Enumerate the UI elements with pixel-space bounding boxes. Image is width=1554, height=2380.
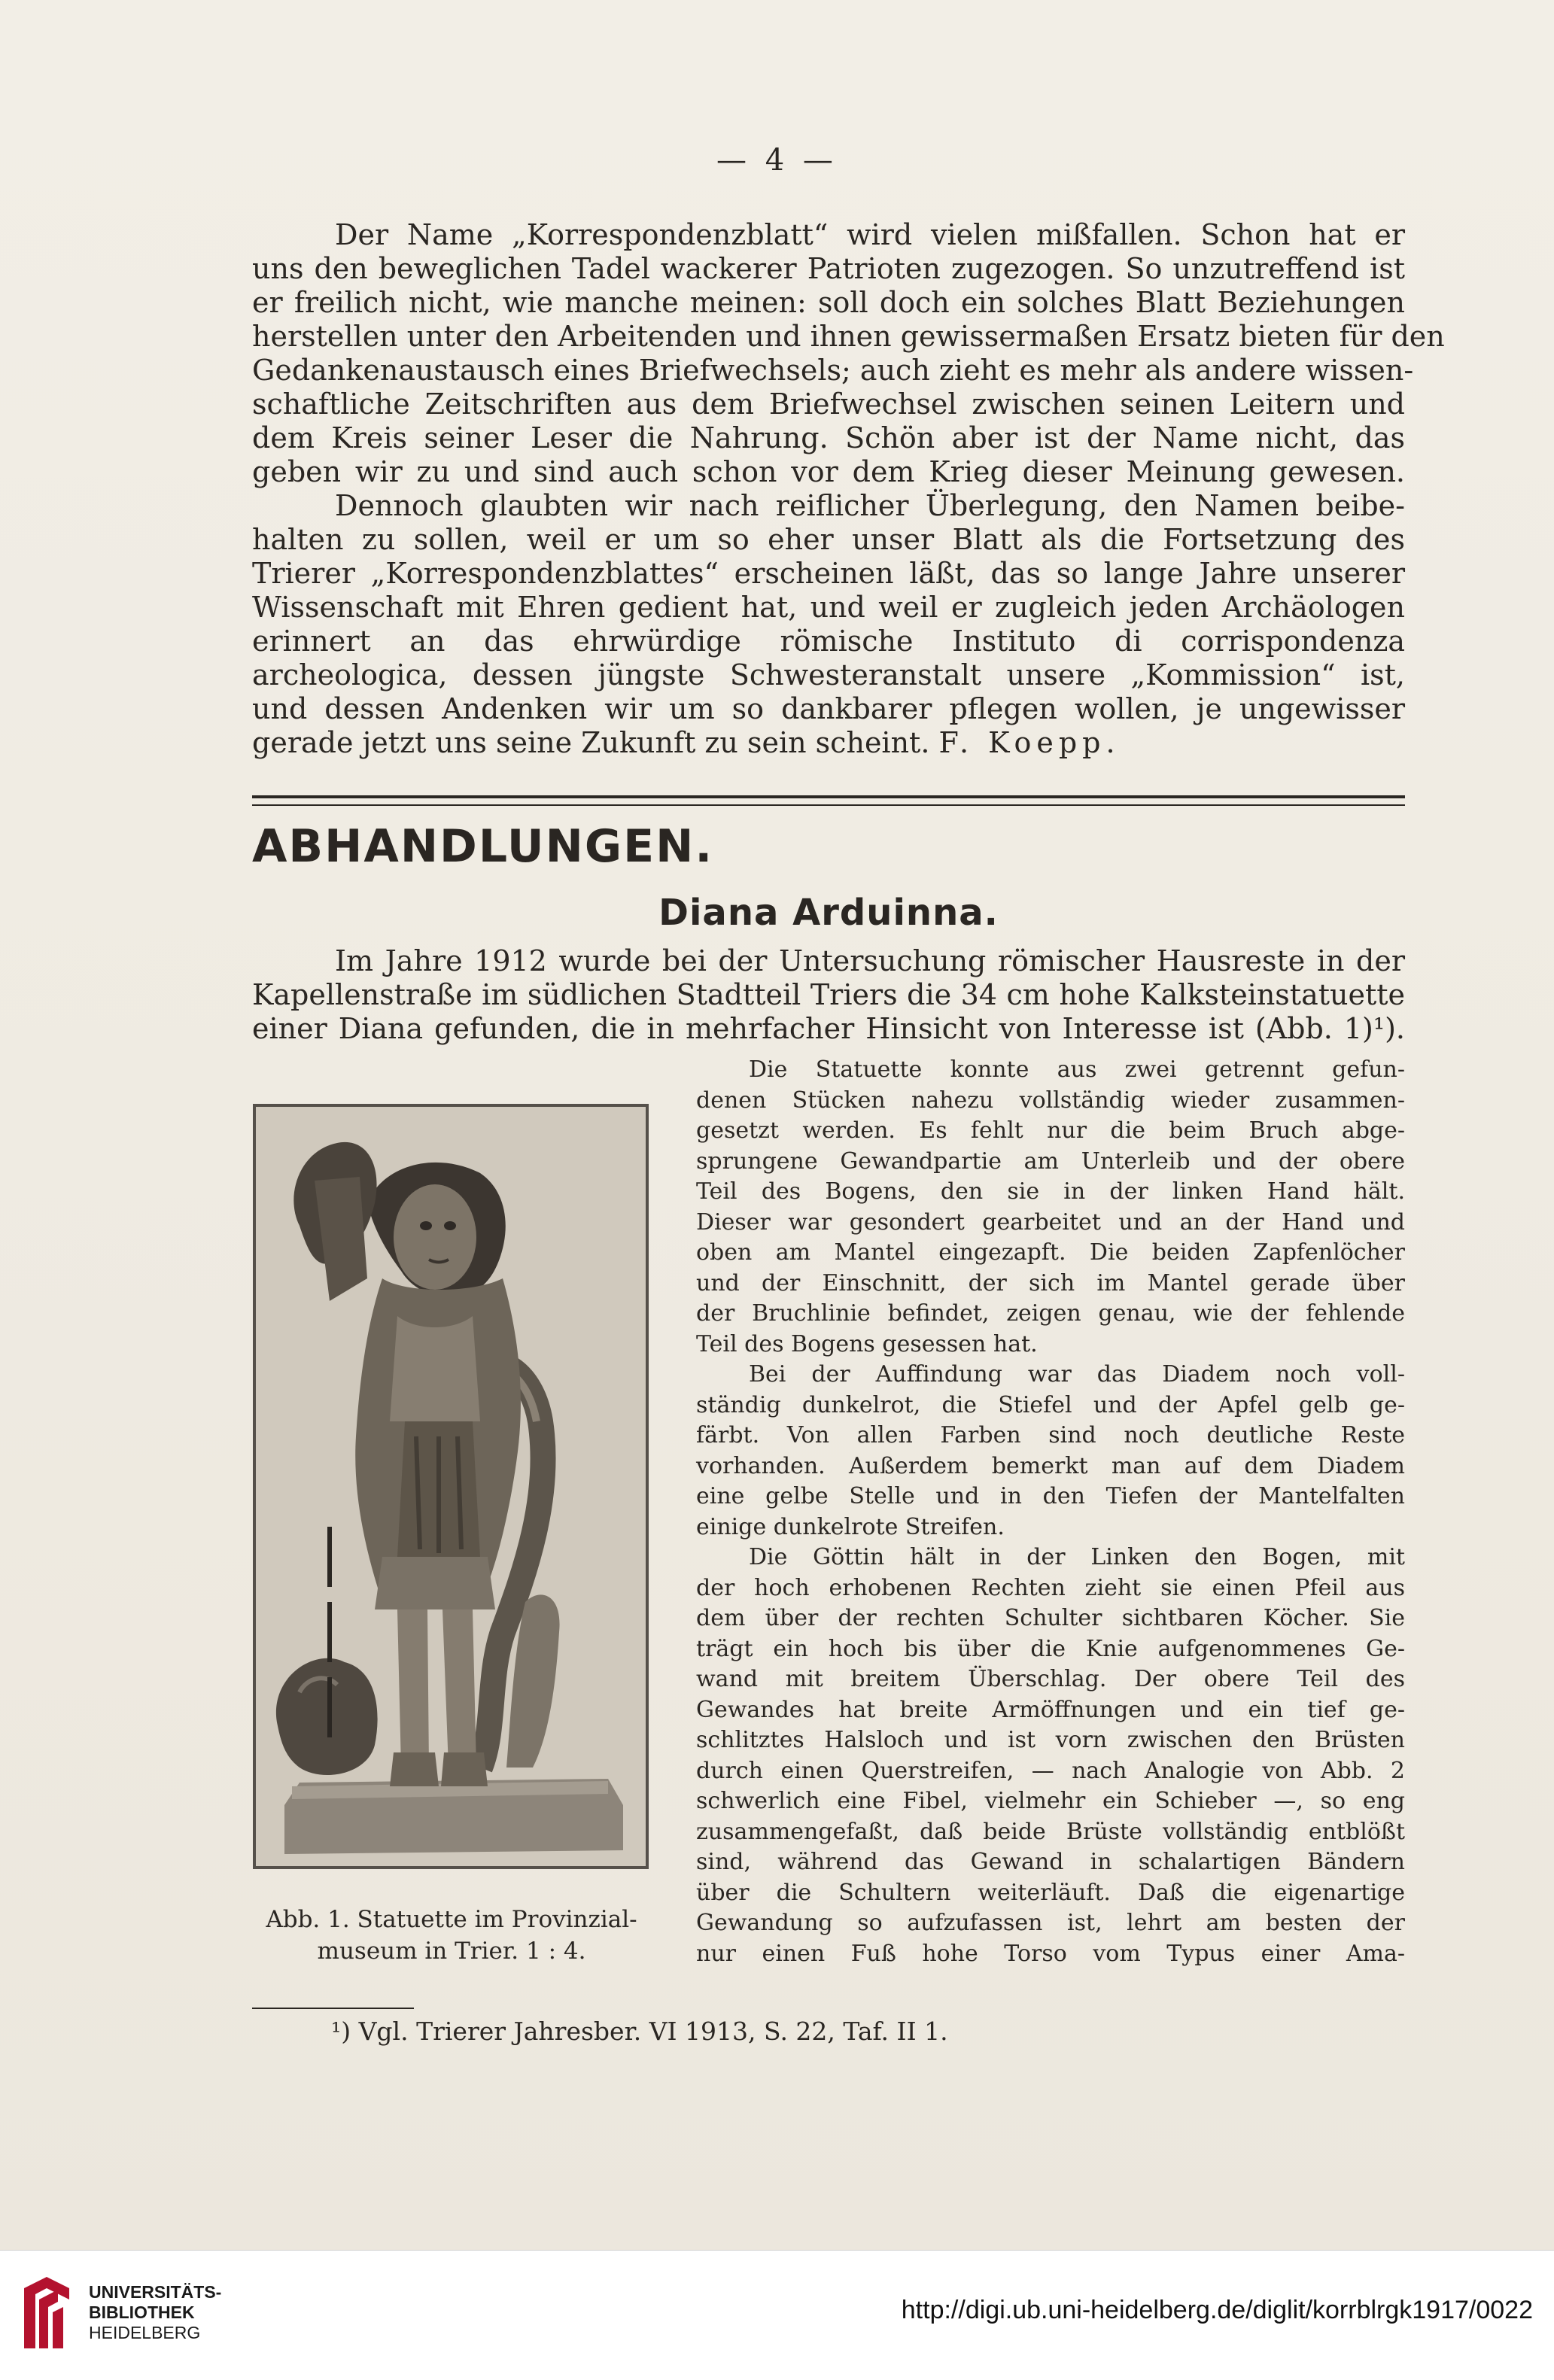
signature-line: [252, 726, 1405, 760]
figure-caption: [252, 1904, 651, 1967]
column-line: nur einen Fuß hohe Torso vom Typus einer Ama-: [696, 1940, 1405, 1967]
column-line: ständig dunkelrot, die Stiefel und der Apfel gelb ge-: [696, 1391, 1405, 1418]
article-intro: [252, 944, 1405, 1046]
column-line: der hoch erhobenen Rechten zieht sie einen Pfeil aus: [696, 1574, 1405, 1601]
text-line: halten zu sollen, weil er um so eher unser Blatt als die Fortsetzung des: [252, 523, 1405, 556]
column-line: Die Statuette konnte aus zwei getrennt gefun-: [749, 1056, 1405, 1083]
text-line: uns den beweglichen Tadel wackerer Patrioten zugezogen. So unzutreffend ist: [252, 252, 1405, 285]
text-line: geben wir zu und sind auch schon vor dem Krieg dieser Meinung gewesen.: [252, 455, 1405, 488]
section-title: ABHANDLUNGEN.: [252, 820, 714, 873]
column-line: Gewandes hat breite Armöffnungen und ein tief ge-: [696, 1696, 1405, 1723]
column-line: färbt. Von allen Farben sind noch deutliche Reste: [696, 1422, 1405, 1448]
column-line: dem über der rechten Schulter sichtbaren Köcher. Sie: [696, 1605, 1405, 1631]
column-line: sind, während das Gewand in schalartigen Bändern: [696, 1849, 1405, 1875]
article-title: Diana Arduinna.: [658, 892, 999, 934]
column-line: Die Göttin hält in der Linken den Bogen, mit: [749, 1544, 1405, 1570]
column-line: einige dunkelrote Streifen.: [696, 1513, 1005, 1540]
footnote-rule: [252, 2008, 414, 2009]
text-line: einer Diana gefunden, die in mehrfacher Hinsicht von Interesse ist (Abb. 1)¹).: [252, 1012, 1405, 1045]
column-line: zusammengefaßt, daß beide Brüste vollständig entblößt: [696, 1818, 1405, 1845]
column-line: denen Stücken nahezu vollständig wieder zusammen-: [696, 1087, 1405, 1114]
text-line: Kapellenstraße im südlichen Stadtteil Triers die 34 cm hohe Kalksteinstatuette: [252, 978, 1405, 1011]
caption-line: Abb. 1. Statuette im Provinzial-: [266, 1906, 637, 1933]
text-line: Trierer „Korrespondenzblattes“ erscheinen läßt, das so lange Jahre unserer: [252, 557, 1405, 590]
permalink-url[interactable]: http://digi.ub.uni-heidelberg.de/diglit/korrblrgk1917/0022: [901, 2296, 1533, 2324]
text-line: Gedankenaustausch eines Briefwechsels; auch zieht es mehr als andere wissen-: [252, 354, 1414, 387]
text-line: und dessen Andenken wir um so dankbarer pflegen wollen, je ungewisser: [252, 692, 1405, 725]
text-line: archeologica, dessen jüngste Schwesteranstalt unsere „Kommission“ ist,: [252, 658, 1405, 692]
column-line: Gewandung so aufzufassen ist, lehrt am besten der: [696, 1910, 1405, 1936]
text-line: schaftliche Zeitschriften aus dem Briefwechsel zwischen seinen Leitern und: [252, 388, 1405, 421]
column-line: Teil des Bogens, den sie in der linken Hand hält.: [696, 1178, 1405, 1205]
author-signature: F. Koepp.: [938, 726, 1121, 759]
text-line: erinnert an das ehrwürdige römische Instituto di corrispondenza: [252, 625, 1405, 658]
column-line: wand mit breitem Überschlag. Der obere Teil des: [696, 1666, 1405, 1692]
preface-text: [252, 218, 1445, 760]
article-column: [696, 1055, 1405, 1969]
text-line: Im Jahre 1912 wurde bei der Untersuchung römischer Hausreste in der: [335, 944, 1405, 977]
text-line: dem Kreis seiner Leser die Nahrung. Schön aber ist der Name nicht, das: [252, 421, 1405, 454]
column-line: und der Einschnitt, der sich im Mantel gerade über: [696, 1269, 1405, 1296]
column-line: schlitztes Halsloch und ist vorn zwischen den Brüsten: [696, 1727, 1405, 1753]
text-line: Der Name „Korrespondenzblatt“ wird vielen mißfallen. Schon hat er: [335, 218, 1405, 251]
column-line: über die Schultern weiterläuft. Daß die eigenartige: [696, 1879, 1405, 1906]
column-line: trägt ein hoch bis über die Knie aufgenommenes Ge-: [696, 1635, 1405, 1662]
double-rule-bottom: [252, 804, 1405, 806]
double-rule-top: [252, 795, 1405, 798]
column-line: Teil des Bogens gesessen hat.: [696, 1330, 1038, 1357]
text-line: herstellen unter den Arbeitenden und ihnen gewissermaßen Ersatz bieten für den: [252, 320, 1445, 353]
caption-line: museum in Trier. 1 : 4.: [317, 1938, 586, 1965]
text-line: Wissenschaft mit Ehren gedient hat, und weil er zugleich jeden Archäologen: [252, 591, 1405, 624]
column-line: durch einen Querstreifen, — nach Analogie von Abb. 2: [696, 1757, 1405, 1784]
column-line: vorhanden. Außerdem bemerkt man auf dem Diadem: [696, 1452, 1405, 1479]
text-line: er freilich nicht, wie manche meinen: soll doch ein solches Blatt Beziehungen: [252, 286, 1405, 319]
column-line: schwerlich eine Fibel, vielmehr ein Schieber —, so eng: [696, 1788, 1405, 1814]
page-number: — 4 —: [716, 143, 838, 178]
library-line: BIBLIOTHEK: [89, 2302, 195, 2322]
text-line: gerade jetzt uns seine Zukunft zu sein scheint.: [252, 726, 930, 759]
library-line: UNIVERSITÄTS-: [89, 2282, 222, 2302]
column-line: Bei der Auffindung war das Diadem noch voll-: [749, 1361, 1405, 1388]
column-line: Dieser war gesondert gearbeitet und an der Hand und: [696, 1208, 1405, 1236]
column-line: der Bruchlinie befindet, zeigen genau, wie der fehlende: [696, 1300, 1405, 1327]
statuette-photo: [253, 1104, 649, 1869]
column-line: sprungene Gewandpartie am Unterleib und der obere: [696, 1147, 1405, 1175]
footnote: ¹) Vgl. Trierer Jahresber. VI 1913, S. 22, Taf. II 1.: [331, 2017, 948, 2046]
column-line: eine gelbe Stelle und in den Tiefen der Mantelfalten: [696, 1483, 1405, 1509]
column-line: gesetzt werden. Es fehlt nur die beim Bruch abge-: [696, 1117, 1405, 1144]
library-line: HEIDELBERG: [89, 2323, 201, 2342]
library-name: [89, 2282, 221, 2343]
library-logo-icon: [17, 2273, 77, 2356]
library-footer-bar: [0, 2250, 1554, 2380]
text-line: Dennoch glaubten wir nach reiflicher Überlegung, den Namen beibe-: [335, 489, 1405, 522]
column-line: oben am Mantel eingezapft. Die beiden Zapfenlöcher: [696, 1239, 1405, 1266]
